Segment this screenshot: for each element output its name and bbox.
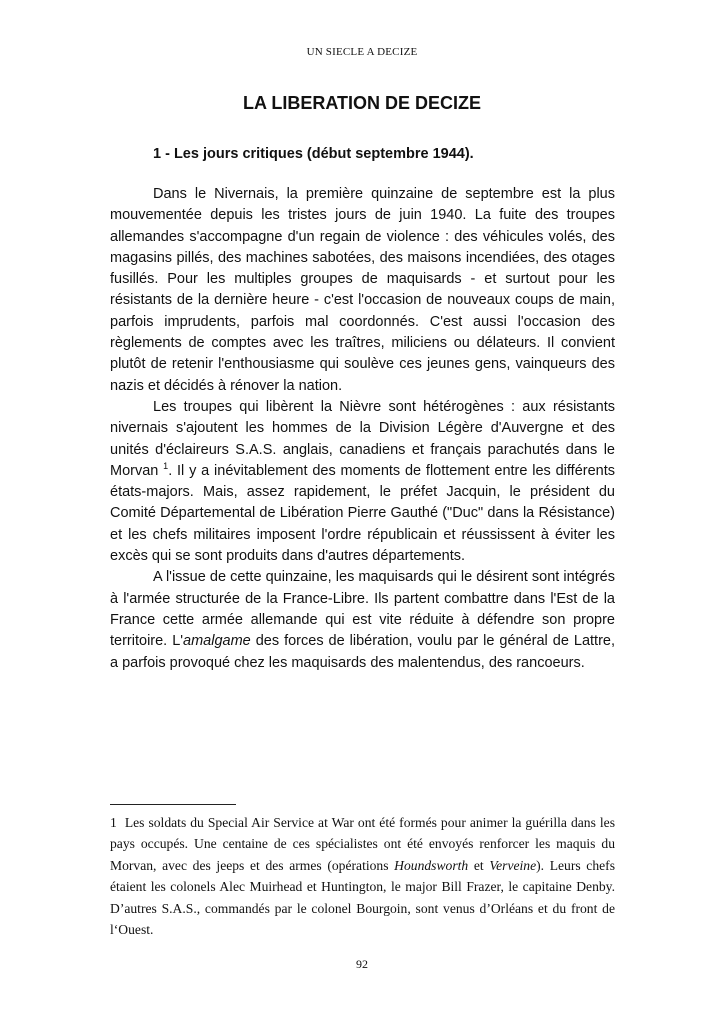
paragraph-2 bbox=[110, 397, 615, 567]
paragraph-3 bbox=[110, 567, 615, 673]
footnote-emphasis-b: Verveine bbox=[489, 857, 537, 873]
footnote-number: 1 bbox=[110, 815, 117, 830]
footnote-text-b: et bbox=[468, 857, 490, 873]
page-number: 92 bbox=[356, 957, 368, 971]
footnote-emphasis-a: Houndsworth bbox=[394, 857, 469, 873]
paragraph-2-text-start: Les troupes qui libèrent la Nièvre sont hétérogènes : aux résistants nivernais s'ajoutent les hommes de la Division Légère d'Auvergne et des unités d'éclaireurs S.A.S. anglais, canadiens et français parachutés dans le Morvan bbox=[110, 398, 615, 479]
paragraph-3-emphasis: amalgame bbox=[183, 633, 251, 650]
footnote-text-c: ). Leurs chefs étaient les colonels Alec Muirhead et Huntington, le major Bill Frazer, le capitaine Denby. D’autres S.A.S., commandés par le colonel Bourgoin, sont venus d’Orléans et du front de l‘Ouest. bbox=[110, 857, 615, 938]
body-text bbox=[110, 184, 615, 674]
footnote-divider bbox=[110, 804, 236, 805]
footnote-text-a: Les soldats du Special Air Service at War ont été formés pour animer la guérilla dans les pays occupés. Une centaine de ces spécialistes ont été envoyés renforcer les maquis du Morvan, avec des jeeps et des armes (opérations bbox=[110, 815, 615, 873]
running-header: UN SIECLE A DECIZE bbox=[306, 46, 418, 58]
page-title: LA LIBERATION DE DECIZE bbox=[243, 93, 481, 113]
paragraph-3-text-start: A l'issue de cette quinzaine, les maquisards qui le désirent sont intégrés à l'armée structurée de la France-Libre. Ils partent combattre dans l'Est de la France cette armée allemande qui est vite réduite à défendre son propre territoire. L' bbox=[110, 569, 615, 650]
paragraph-3-text-end: des forces de libération, voulu par le général de Lattre, a parfois provoqué chez les maquisards des malentendus, des rancoeurs. bbox=[110, 633, 615, 671]
footnote bbox=[110, 812, 615, 940]
section-heading: 1 - Les jours critiques (début septembre 1944). bbox=[153, 146, 474, 162]
footnote-reference[interactable]: 1 bbox=[163, 461, 169, 472]
paragraph-2-text-end: . Il y a inévitablement des moments de flottement entre les différents états-majors. Mais, assez rapidement, le préfet Jacquin, le président du Comité Départemental de Libération Pierre Gauthé ("Duc" dans la Résistance) et les chefs militaires imposent l'ordre républicain et réussissent à éviter les excès qui se sont produits dans d'autres départements. bbox=[110, 462, 615, 565]
paragraph-1: Dans le Nivernais, la première quinzaine de septembre est la plus mouvementée depuis les tristes jours de juin 1940. La fuite des troupes allemandes s'accompagne d'un regain de violence : des véhicules volés, des magasins pillés, des machines sabotées, des maisons incendiées, des otages fusillés. Pour les multiples groupes de maquisards - et surtout pour les résistants de la dernière heure - c'est l'occasion de nouveaux coups de main, parfois imprudents, parfois mal coordonnés. C'est aussi l'occasion des règlements de comptes avec les traîtres, miliciens ou délateurs. Il convient plutôt de retenir l'enthousiasme qui soulève ces jeunes gens, vainqueurs des nazis et décidés à rénover la nation. bbox=[110, 186, 615, 394]
